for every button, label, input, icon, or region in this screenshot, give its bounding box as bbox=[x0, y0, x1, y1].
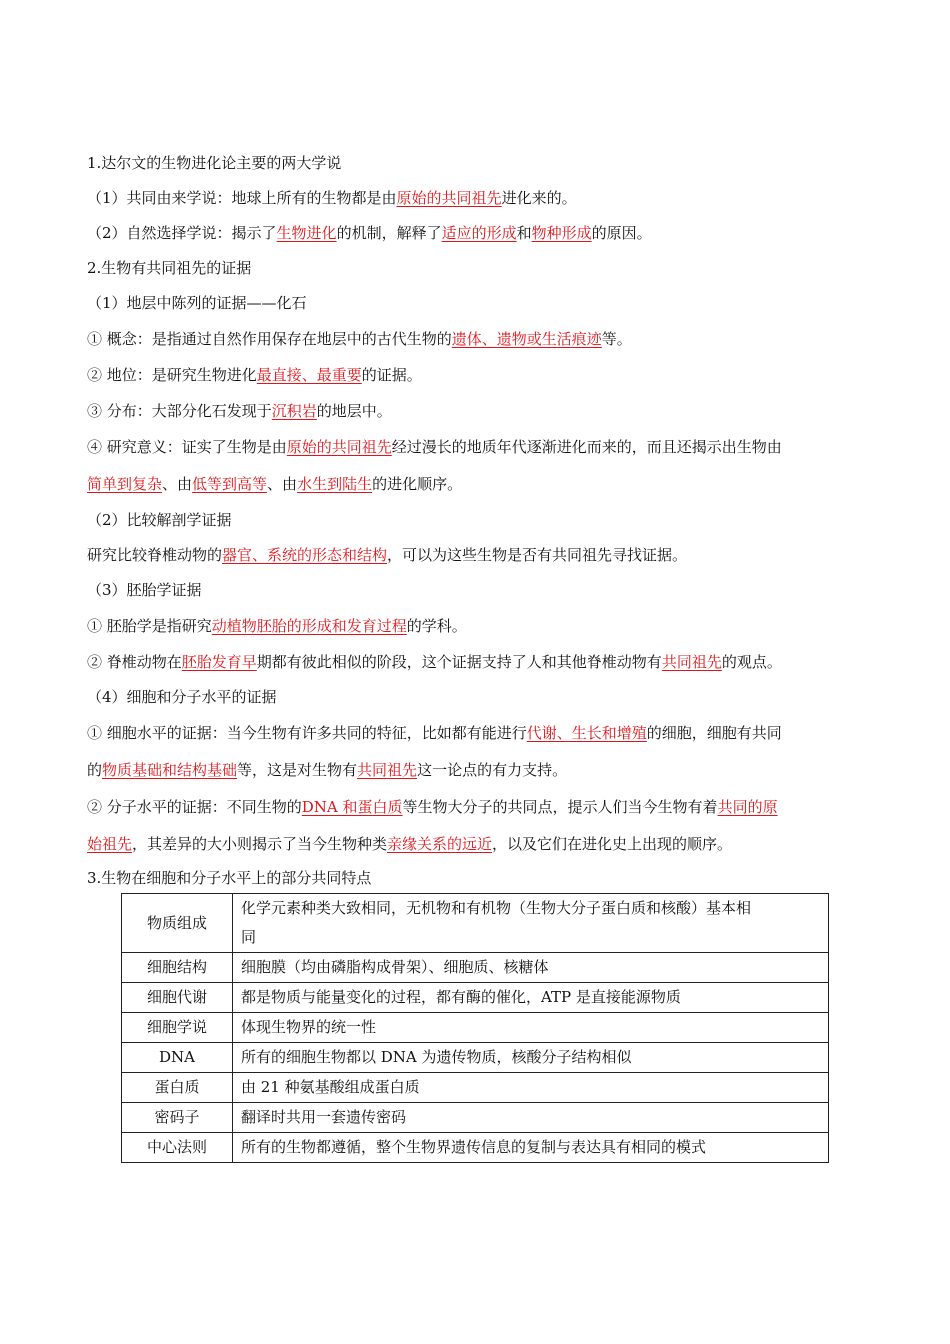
highlight-term: 沉积岩 bbox=[271, 402, 317, 420]
table-cell-value: 翻译时共用一套遗传密码 bbox=[233, 1103, 829, 1133]
cell-level-evidence-cont: 的物质基础和结构基础等，这是对生物有共同祖先这一论点的有力支持。 bbox=[87, 761, 568, 779]
common-features-table bbox=[121, 893, 829, 1163]
table-cell-value: 化学元素种类大致相同，无机物和有机物（生物大分子蛋白质和核酸）基本相 同 bbox=[233, 894, 829, 953]
subsection-embryology: （3）胚胎学证据 bbox=[87, 581, 202, 599]
subsection-molecular: （4）细胞和分子水平的证据 bbox=[87, 688, 277, 706]
fossil-status: ② 地位：是研究生物进化最直接、最重要的证据。 bbox=[87, 366, 422, 384]
table-cell-value: 都是物质与能量变化的过程，都有酶的催化，ATP 是直接能源物质 bbox=[233, 983, 829, 1013]
table-cell-key: 物质组成 bbox=[122, 894, 233, 953]
anatomy-text: 研究比较脊椎动物的器官、系统的形态和结构，可以为这些生物是否有共同祖先寻找证据。 bbox=[87, 546, 688, 564]
table-row bbox=[122, 1013, 829, 1043]
table-row bbox=[122, 1043, 829, 1073]
document-body bbox=[87, 146, 867, 893]
table-cell-value: 由 21 种氨基酸组成蛋白质 bbox=[233, 1073, 829, 1103]
highlight-term: 亲缘关系的远近 bbox=[387, 835, 493, 853]
table-row bbox=[122, 1103, 829, 1133]
table-row bbox=[122, 1133, 829, 1163]
highlight-term: 物种形成 bbox=[531, 224, 592, 242]
table-row bbox=[122, 983, 829, 1013]
highlight-term: 动植物胚胎的形成和发育过程 bbox=[211, 617, 407, 635]
highlight-term: 原始的共同祖先 bbox=[396, 189, 502, 207]
table-cell-key: 中心法则 bbox=[122, 1133, 233, 1163]
table-cell-key: DNA bbox=[122, 1043, 233, 1073]
table-row bbox=[122, 1073, 829, 1103]
table-cell-key: 细胞结构 bbox=[122, 953, 233, 983]
molecular-level-evidence: ② 分子水平的证据：不同生物的DNA 和蛋白质等生物大分子的共同点，提示人们当今生物有着共同的原 bbox=[87, 798, 778, 816]
highlight-term: DNA 和蛋白质 bbox=[301, 798, 403, 816]
highlight-term: 共同祖先 bbox=[357, 761, 418, 779]
highlight-term: 原始的共同祖先 bbox=[286, 438, 392, 456]
section-title-2: 2.生物有共同祖先的证据 bbox=[87, 259, 252, 277]
table-row bbox=[122, 894, 829, 953]
highlight-term: 胚胎发育早 bbox=[181, 653, 257, 671]
cell-level-evidence: ① 细胞水平的证据：当今生物有许多共同的特征，比如都有能进行代谢、生长和增殖的细胞，细胞有共同 bbox=[87, 724, 782, 742]
table-cell-key: 细胞代谢 bbox=[122, 983, 233, 1013]
highlight-term: 适应的形成 bbox=[441, 224, 517, 242]
highlight-term: 共同祖先 bbox=[661, 653, 722, 671]
subsection-anatomy: （2）比较解剖学证据 bbox=[87, 511, 232, 529]
table-cell-value: 体现生物界的统一性 bbox=[233, 1013, 829, 1043]
table-cell-key: 蛋白质 bbox=[122, 1073, 233, 1103]
subsection-fossil: （1）地层中陈列的证据——化石 bbox=[87, 294, 307, 312]
highlight-term: 生物进化 bbox=[276, 224, 337, 242]
highlight-term: 最直接、最重要 bbox=[256, 366, 362, 384]
highlight-term: 遗体、遗物或生活痕迹 bbox=[451, 330, 602, 348]
embryology-definition: ① 胚胎学是指研究动植物胚胎的形成和发育过程的学科。 bbox=[87, 617, 467, 635]
molecular-level-evidence-cont: 始祖先，其差异的大小则揭示了当今生物种类亲缘关系的远近，以及它们在进化史上出现的顺序。 bbox=[87, 835, 733, 853]
highlight-term: 水生到陆生 bbox=[297, 475, 373, 493]
table-cell-key: 细胞学说 bbox=[122, 1013, 233, 1043]
paragraph-common-descent: （1）共同由来学说：地球上所有的生物都是由原始的共同祖先进化来的。 bbox=[87, 189, 577, 207]
highlight-term: 代谢、生长和增殖 bbox=[526, 724, 647, 742]
table-row bbox=[122, 953, 829, 983]
fossil-significance-cont: 简单到复杂、由低等到高等、由水生到陆生的进化顺序。 bbox=[87, 475, 463, 493]
highlight-term: 物质基础和结构基础 bbox=[102, 761, 238, 779]
highlight-term: 简单到复杂 bbox=[87, 475, 163, 493]
embryology-evidence: ② 脊椎动物在胚胎发育早期都有彼此相似的阶段，这个证据支持了人和其他脊椎动物有共同祖先的观点。 bbox=[87, 653, 782, 671]
fossil-significance: ④ 研究意义：证实了生物是由原始的共同祖先经过漫长的地质年代逐渐进化而来的，而且还揭示出生物由 bbox=[87, 438, 782, 456]
table-cell-value: 所有的生物都遵循，整个生物界遗传信息的复制与表达具有相同的模式 bbox=[233, 1133, 829, 1163]
section-title-1: 1.达尔文的生物进化论主要的两大学说 bbox=[87, 154, 342, 172]
highlight-term: 器官、系统的形态和结构 bbox=[222, 546, 388, 564]
highlight-term: 始祖先 bbox=[87, 835, 133, 853]
table-cell-value: 所有的细胞生物都以 DNA 为遗传物质，核酸分子结构相似 bbox=[233, 1043, 829, 1073]
highlight-term: 共同的原 bbox=[717, 798, 778, 816]
paragraph-natural-selection: （2）自然选择学说：揭示了生物进化的机制，解释了适应的形成和物种形成的原因。 bbox=[87, 224, 652, 242]
fossil-distribution: ③ 分布：大部分化石发现于沉积岩的地层中。 bbox=[87, 402, 392, 420]
table-cell-key: 密码子 bbox=[122, 1103, 233, 1133]
table-cell-value: 细胞膜（均由磷脂构成骨架）、细胞质、核糖体 bbox=[233, 953, 829, 983]
section-title-3: 3.生物在细胞和分子水平上的部分共同特点 bbox=[87, 869, 372, 887]
highlight-term: 低等到高等 bbox=[192, 475, 268, 493]
fossil-concept: ① 概念：是指通过自然作用保存在地层中的古代生物的遗体、遗物或生活痕迹等。 bbox=[87, 330, 632, 348]
